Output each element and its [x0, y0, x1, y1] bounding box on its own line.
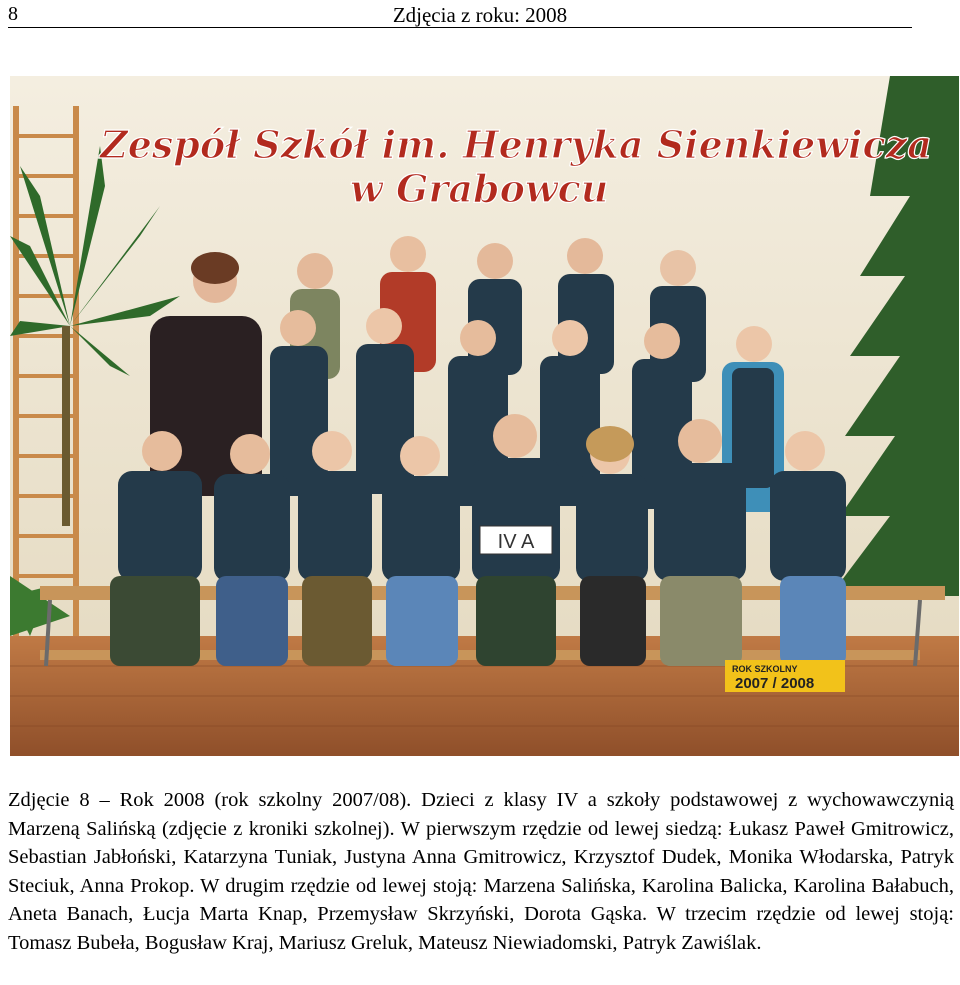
header-rule: [8, 27, 912, 28]
class-sign-text: IV A: [497, 531, 535, 553]
class-photo: [10, 76, 959, 756]
year-sign-value: 2007 / 2008: [735, 675, 815, 692]
banner-line-1: Zespół Szkół im. Henryka Sienkiewicza: [100, 122, 932, 167]
page-number: 8: [8, 3, 18, 25]
year-sign-label: ROK SZKOLNY: [732, 664, 798, 674]
page-header: [8, 0, 952, 30]
photo-caption: Zdjęcie 8 – Rok 2008 (rok szkolny 2007/08). Dzieci z klasy IV a szkoły podstawowej z wychowawczynią Marzeną Salińską (zdjęcie z kroniki szkolnej). W pierwszym rzędzie od lewej siedzą: Łukasz Paweł Gmitrowicz, Sebastian Jabłoński, Katarzyna Tuniak, Justyna Anna Gmitrowicz, Krzysztof Dudek, Monika Włodarska, Patryk Steciuk, Anna Prokop. W drugim rzędzie od lewej stoją: Marzena Salińska, Karolina Balicka, Karolina Bałabuch, Aneta Banach, Łucja Marta Knap, Przemysław Skrzyński, Dorota Gąska. W trzecim rzędzie od lewej stoją: Tomasz Bubeła, Bogusław Kraj, Mariusz Greluk, Mateusz Niewiadomski, Patryk Zawiślak.: [8, 789, 954, 954]
banner-line-2: w Grabowcu: [350, 166, 609, 211]
page-title: Zdjęcia z roku: 2008: [392, 3, 568, 27]
